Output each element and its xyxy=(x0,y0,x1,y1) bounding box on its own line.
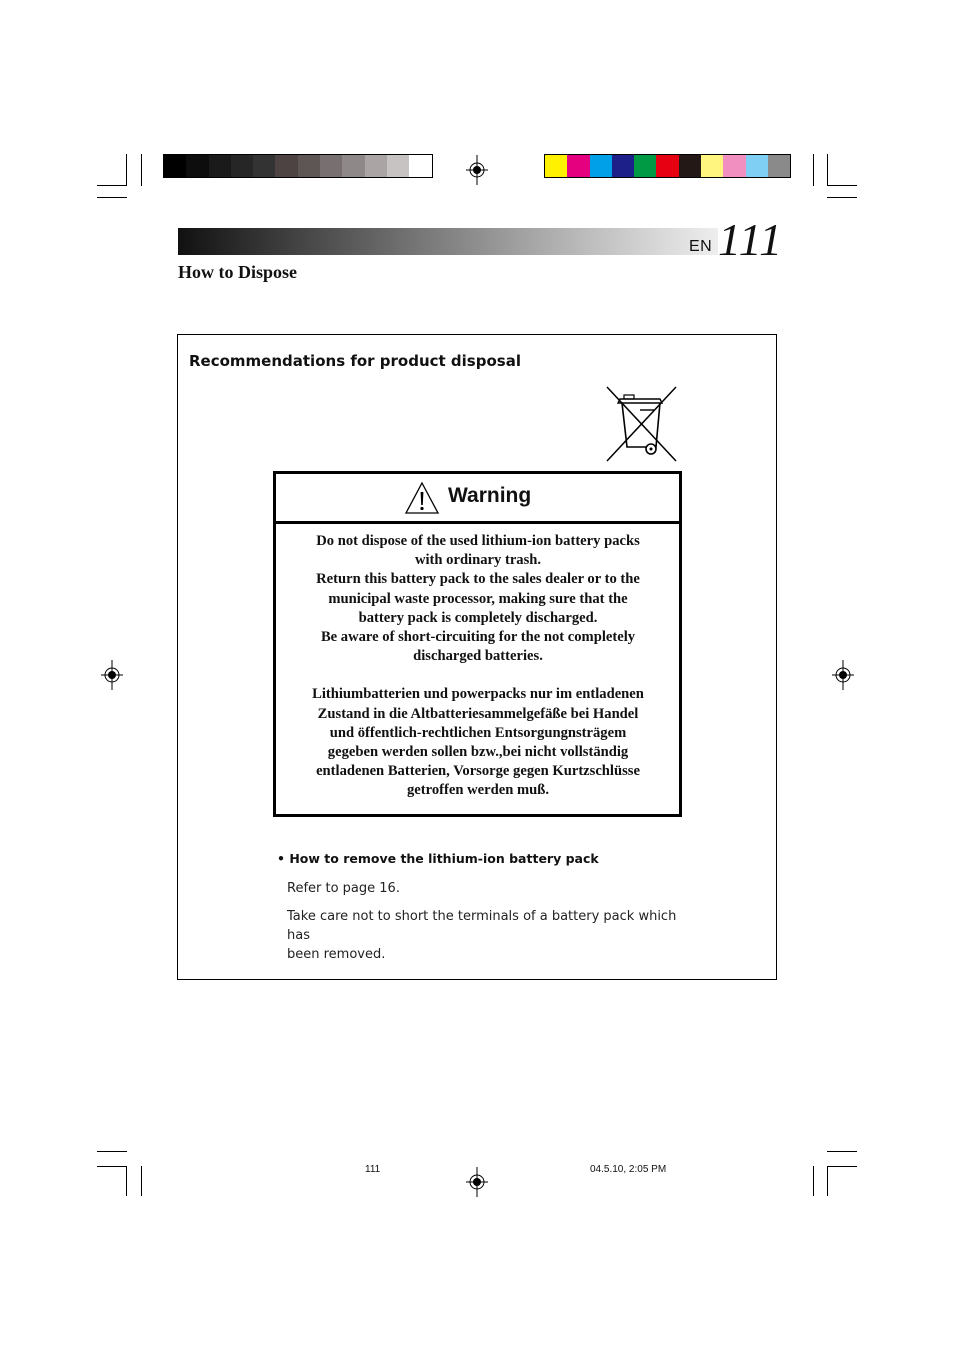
color-swatch xyxy=(342,155,364,177)
color-swatch xyxy=(746,155,768,177)
color-swatch xyxy=(231,155,253,177)
color-swatch xyxy=(409,155,431,177)
footer-timestamp: 04.5.10, 2:05 PM xyxy=(590,1164,667,1175)
registration-mark-icon xyxy=(832,660,854,690)
crop-mark xyxy=(827,154,828,186)
registration-mark-icon xyxy=(101,660,123,690)
crop-mark xyxy=(141,1166,142,1196)
crop-mark xyxy=(126,154,127,186)
crop-mark xyxy=(126,1166,127,1196)
battery-note-line: Take care not to short the terminals of a battery pack which has xyxy=(287,909,677,943)
color-swatch xyxy=(768,155,790,177)
color-swatch xyxy=(209,155,231,177)
battery-removal-heading: • How to remove the lithium-ion battery pack xyxy=(277,851,599,866)
color-calibration-bar xyxy=(544,154,791,178)
color-swatch xyxy=(298,155,320,177)
color-swatch xyxy=(701,155,723,177)
warning-text-line: battery pack is completely discharged. xyxy=(358,609,598,626)
crossed-out-wheelie-bin-icon xyxy=(604,385,678,463)
crop-mark xyxy=(827,1151,857,1152)
crop-mark xyxy=(813,1166,814,1196)
crop-mark xyxy=(141,154,142,186)
color-swatch xyxy=(253,155,275,177)
color-swatch xyxy=(590,155,612,177)
registration-mark-icon xyxy=(466,155,488,185)
warning-text-line: Be aware of short-circuiting for the not completely xyxy=(320,629,636,646)
warning-triangle-icon xyxy=(404,481,440,515)
section-title: How to Dispose xyxy=(178,262,298,282)
crop-mark xyxy=(827,1166,828,1196)
color-swatch xyxy=(545,155,567,177)
crop-mark xyxy=(827,197,857,198)
color-swatch xyxy=(723,155,745,177)
warning-header xyxy=(276,474,679,524)
crop-mark xyxy=(827,1166,857,1167)
color-swatch xyxy=(387,155,409,177)
color-swatch xyxy=(679,155,701,177)
warning-text-line: municipal waste processor, making sure that the xyxy=(328,590,628,607)
header-gradient-bar xyxy=(178,228,718,255)
color-swatch xyxy=(320,155,342,177)
registration-mark-icon xyxy=(466,1167,488,1197)
color-swatch xyxy=(612,155,634,177)
warning-text-line: Return this battery pack to the sales dealer or to the xyxy=(316,571,640,588)
color-swatch xyxy=(634,155,656,177)
warning-text-line-de: Lithiumbatterien und powerpacks nur im entladenen xyxy=(312,686,644,703)
crop-mark xyxy=(97,1166,127,1167)
battery-note-line: been removed. xyxy=(287,947,386,962)
color-swatch xyxy=(567,155,589,177)
color-swatch xyxy=(186,155,208,177)
warning-text-line: with ordinary trash. xyxy=(414,552,542,569)
warning-text-line-de: gegeben werden sollen bzw.,bei nicht vollständig xyxy=(327,744,629,761)
color-swatch xyxy=(365,155,387,177)
crop-mark xyxy=(827,185,857,186)
warning-text-line: Do not dispose of the used lithium-ion battery packs xyxy=(316,533,640,549)
crop-mark xyxy=(97,197,127,198)
crop-mark xyxy=(97,1151,127,1152)
warning-text-line-de: Zustand in die Altbatteriesammelgefäße bei Handel xyxy=(317,705,639,722)
warning-body xyxy=(282,532,674,801)
warning-text-line-de: und öffentlich-rechtlichen Entsorgungnsträgem xyxy=(329,724,627,741)
language-label: EN xyxy=(689,238,713,255)
color-swatch xyxy=(275,155,297,177)
crop-mark xyxy=(813,154,814,186)
recommendations-title: Recommendations for product disposal xyxy=(189,352,521,370)
color-swatch xyxy=(164,155,186,177)
warning-title: Warning xyxy=(448,484,532,507)
warning-box xyxy=(273,471,682,817)
crop-mark xyxy=(97,185,127,186)
warning-text-line: discharged batteries. xyxy=(413,648,543,665)
footer-page-number: 111 xyxy=(365,1164,381,1175)
warning-text-line-de: entladenen Batterien, Vorsorge gegen Kurtzschlüsse xyxy=(316,763,640,780)
battery-note xyxy=(287,907,697,964)
page-number: 111 xyxy=(718,214,784,265)
color-swatch xyxy=(656,155,678,177)
warning-text-line-de: getroffen werden muß. xyxy=(407,782,549,799)
refer-page-text: Refer to page 16. xyxy=(287,881,400,896)
grayscale-calibration-bar xyxy=(163,154,433,178)
